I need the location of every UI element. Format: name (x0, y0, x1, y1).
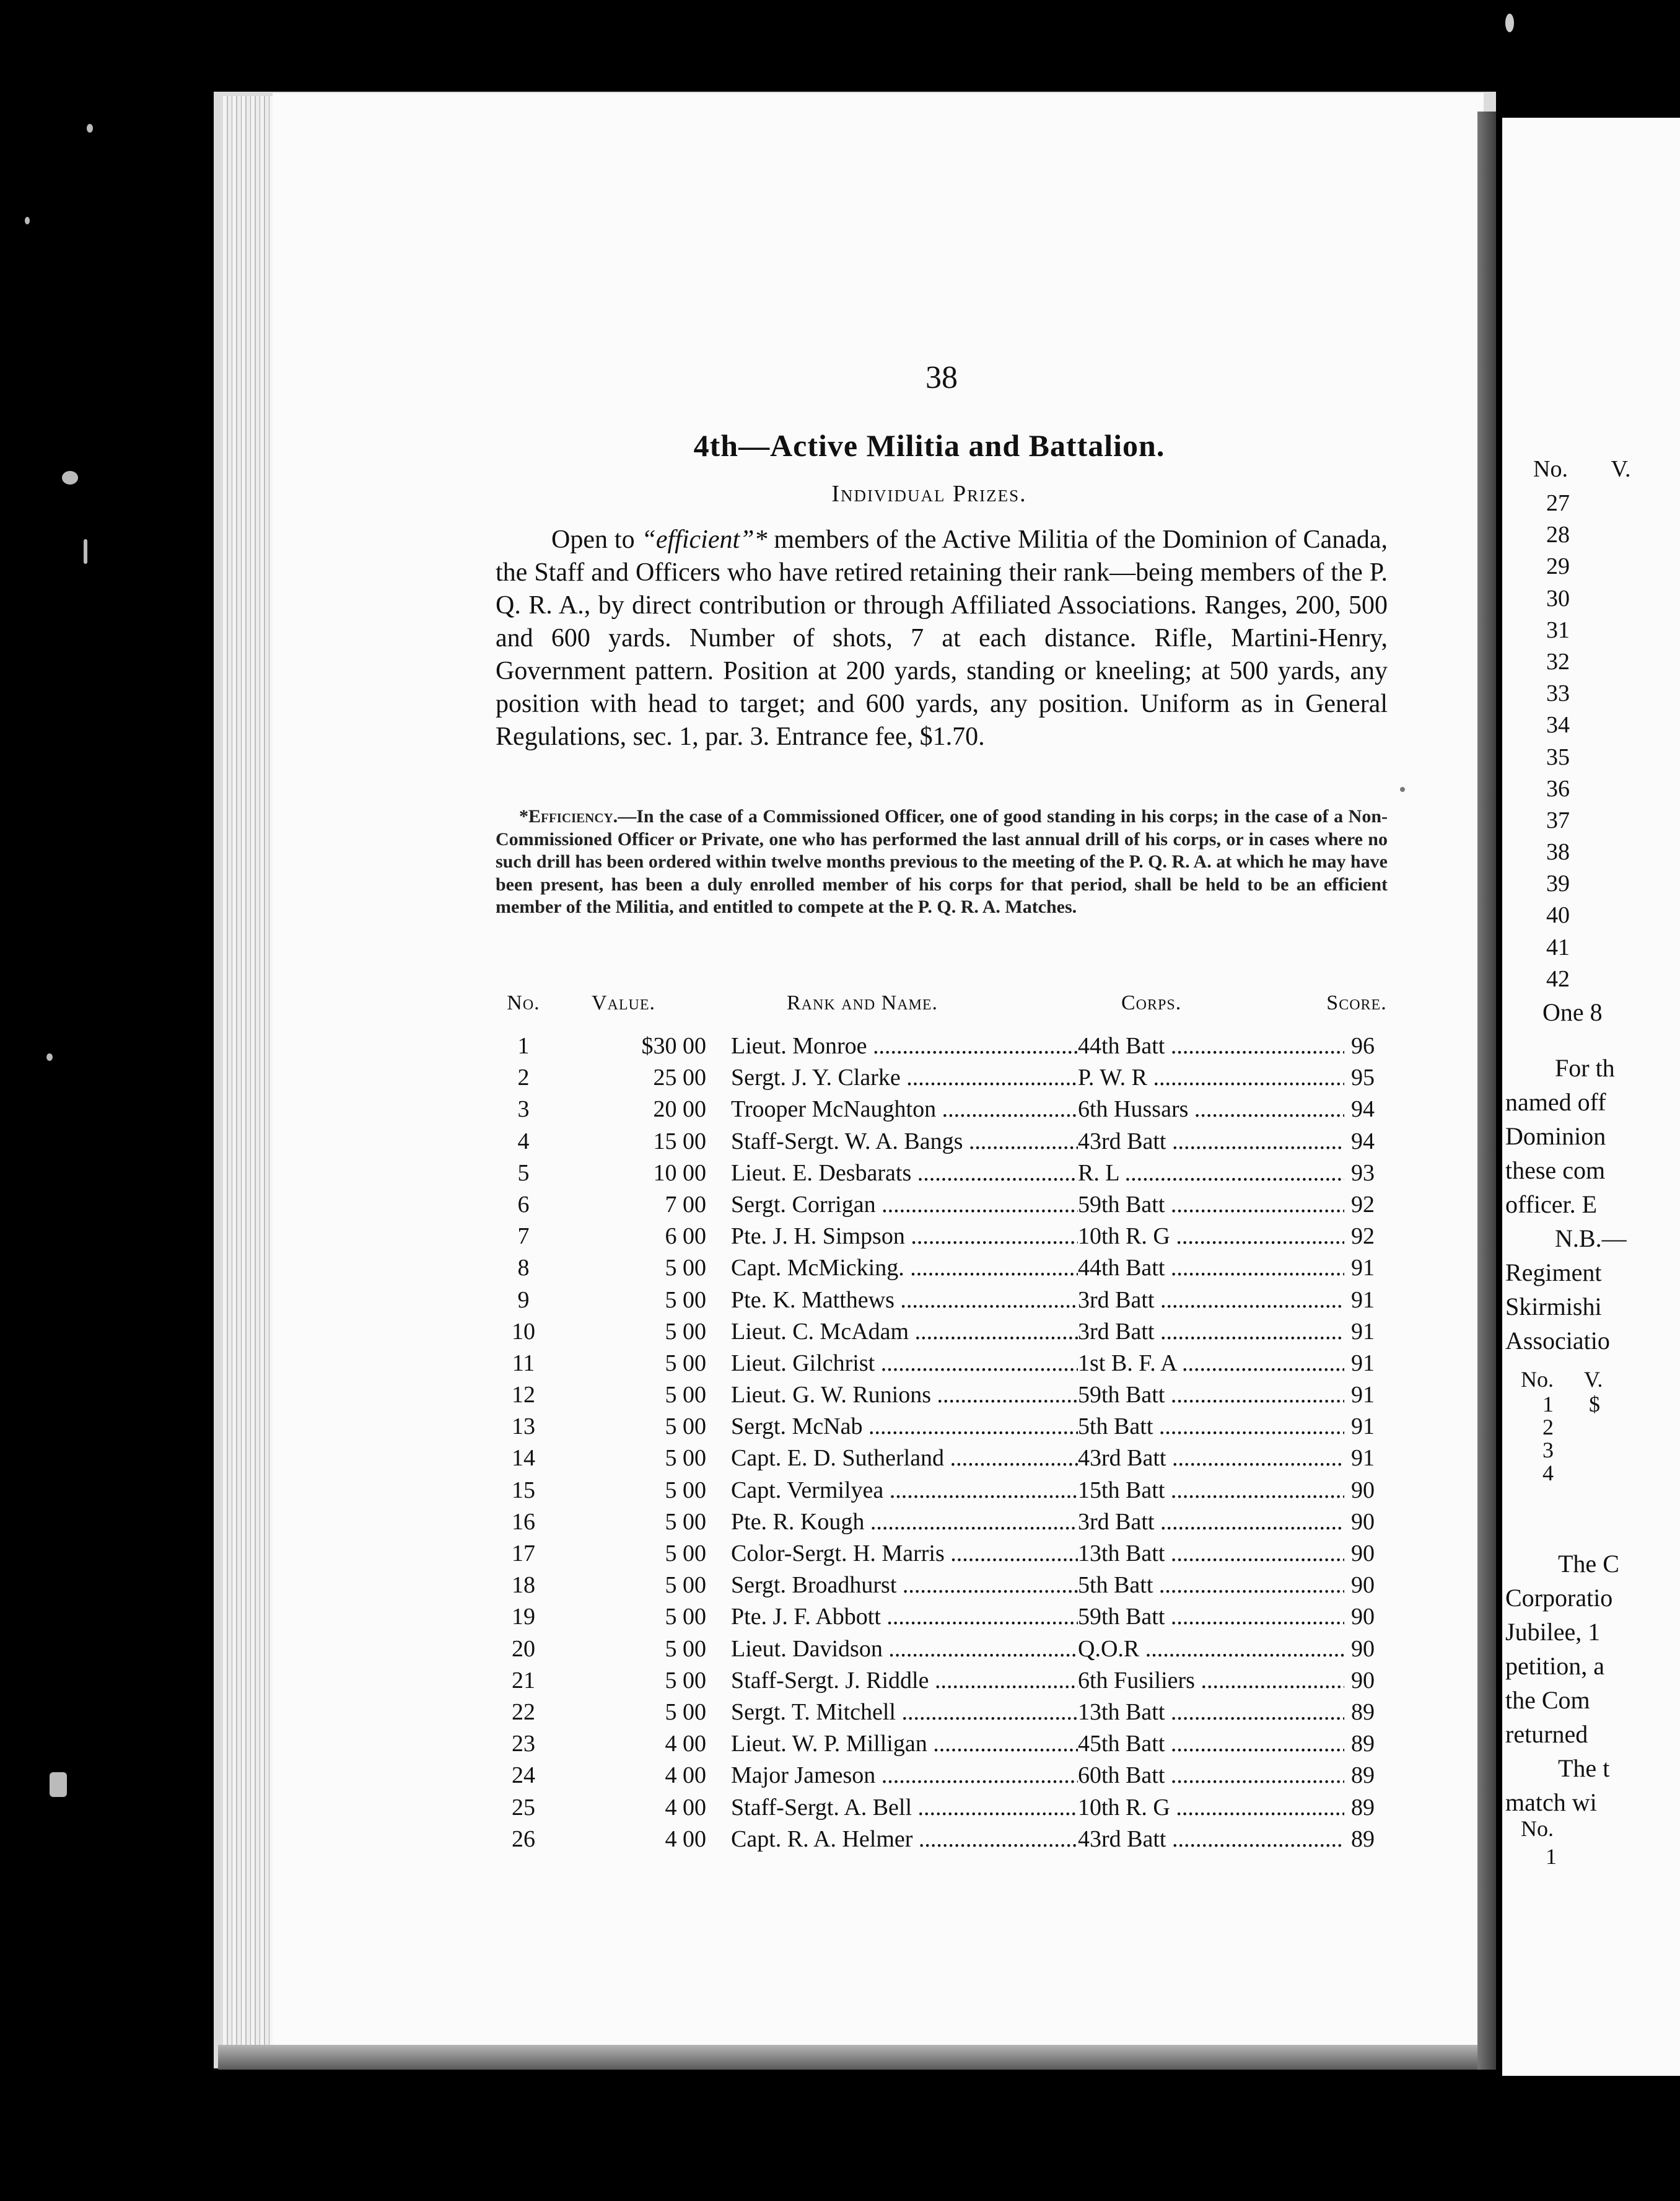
cell-value: 5 00 (665, 1286, 706, 1313)
table-row (489, 1032, 1394, 1064)
cell-rank-and-name: Major Jameson ..... (731, 1762, 1078, 1789)
cell-score: 91 (1351, 1413, 1375, 1440)
facing-list-item (1527, 838, 1680, 870)
facing-text-line: officer. E (1505, 1190, 1598, 1218)
cell-rank-and-name: Lieut. G. W. Runions ..... (731, 1381, 1078, 1408)
facing-list-item (1527, 934, 1680, 965)
cell-corps: 15th Batt ..... (1078, 1477, 1344, 1504)
cell-no: 5 (517, 1159, 530, 1186)
table-row (489, 1096, 1394, 1127)
cell-corps: P. W. R ..... (1078, 1064, 1344, 1091)
table-row (489, 1191, 1394, 1223)
cell-score: 90 (1351, 1508, 1375, 1535)
cell-rank-and-name: Capt. McMicking. ..... (731, 1254, 1078, 1281)
table-row (489, 1635, 1394, 1667)
scan-speck (25, 217, 30, 224)
cell-value: 5 00 (665, 1698, 706, 1725)
table-row (489, 1064, 1394, 1096)
cell-no: 11 (512, 1350, 535, 1376)
cell-corps: R. L ..... (1078, 1159, 1344, 1187)
cell-value: 25 00 (653, 1065, 706, 1091)
cell-corps: 3rd Batt ..... (1078, 1508, 1344, 1535)
cell-value: 5 00 (665, 1445, 706, 1472)
cell-score: 91 (1351, 1255, 1375, 1281)
table-row (489, 1667, 1394, 1698)
cell-value: 7 00 (665, 1191, 706, 1218)
cell-score: 90 (1351, 1604, 1375, 1630)
facing-bottom-number: 1 (1546, 1844, 1557, 1869)
cell-value: 5 00 (665, 1382, 706, 1408)
table-row (489, 1350, 1394, 1381)
cell-value: 15 00 (653, 1128, 706, 1154)
header-score: Score. (1326, 991, 1387, 1014)
facing-list-item (1527, 902, 1680, 933)
cell-corps: 5th Batt ..... (1078, 1413, 1344, 1440)
cell-value: 4 00 (665, 1731, 706, 1757)
cell-value: 10 00 (653, 1159, 706, 1186)
facing-text-line: match wi (1505, 1788, 1597, 1816)
cell-score: 92 (1351, 1191, 1375, 1218)
cell-rank-and-name: Lieut. C. McAdam ..... (731, 1318, 1078, 1345)
cell-value: 5 00 (665, 1508, 706, 1535)
cell-no: 17 (512, 1540, 535, 1566)
cell-corps: 59th Batt ..... (1078, 1381, 1344, 1408)
table-row (489, 1540, 1394, 1571)
cell-score: 89 (1351, 1825, 1375, 1852)
facing-text-line: Regiment (1505, 1259, 1602, 1286)
cell-no: 25 (512, 1794, 535, 1821)
cell-score: 90 (1351, 1635, 1375, 1662)
scan-speck (62, 471, 78, 485)
table-body (489, 1032, 1394, 1857)
table-header-row (489, 991, 1394, 1032)
cell-corps: 43rd Batt ..... (1078, 1825, 1344, 1853)
facing-small-header (1521, 1366, 1603, 1392)
footnote-label: *Efficiency. (519, 806, 618, 827)
cell-value: 4 00 (665, 1794, 706, 1821)
cell-rank-and-name: Trooper McNaughton ..... (731, 1096, 1078, 1123)
cell-score: 91 (1351, 1382, 1375, 1408)
facing-list-number: 28 (1546, 522, 1570, 548)
cell-corps: 5th Batt ..... (1078, 1571, 1344, 1599)
cell-corps: 6th Fusiliers ..... (1078, 1667, 1344, 1694)
table-row (489, 1254, 1394, 1286)
cell-rank-and-name: Sergt. Broadhurst ..... (731, 1571, 1078, 1599)
cell-corps: 44th Batt ..... (1078, 1254, 1344, 1281)
facing-text-line: named off (1505, 1088, 1606, 1116)
facing-text-line: Associatio (1505, 1327, 1610, 1355)
cell-no: 20 (512, 1635, 535, 1662)
scan-speck (46, 1053, 53, 1061)
facing-text-line: Dominion (1505, 1122, 1606, 1150)
cell-rank-and-name: Capt. E. D. Sutherland ..... (731, 1444, 1078, 1472)
paragraph-rest: members of the Active Militia of the Dominion of Canada, the Staff and Officers who have retired retaining their rank—being members of the P. Q. R. A., by direct contribution or through Affiliated Associations. Ranges, 200, 500 and 600 yards. Number of shots, 7 at each distance. Rifle, Martini-Henry, Government pattern. Position at 200 yards, standing or kneeling; at 500 yards, any position with head to target; and 600 yards, any position. Uniform as in General Regulations, sec. 1, par. 3. Entrance fee, $1.70. (496, 525, 1388, 751)
facing-text-line: Corporatio (1505, 1584, 1613, 1612)
facing-text-line: returned (1505, 1720, 1588, 1748)
cell-no: 19 (512, 1604, 535, 1630)
efficiency-footnote (496, 806, 1388, 919)
paragraph-lead: Open to (551, 525, 642, 554)
facing-list-item (1527, 521, 1680, 553)
table-row (489, 1223, 1394, 1254)
cell-rank-and-name: Lieut. E. Desbarats ..... (731, 1159, 1078, 1187)
cell-no: 2 (517, 1065, 530, 1091)
cell-value: 5 00 (665, 1413, 706, 1440)
cell-score: 94 (1351, 1128, 1375, 1154)
cell-score: 90 (1351, 1572, 1375, 1599)
facing-text-line: petition, a (1505, 1652, 1604, 1680)
cell-value: 5 00 (665, 1667, 706, 1694)
facing-list-item (1527, 744, 1680, 775)
cell-rank-and-name: Pte. J. F. Abbott ..... (731, 1603, 1078, 1630)
table-row (489, 1444, 1394, 1476)
table-row (489, 1477, 1394, 1508)
facing-small-number: 2 (1542, 1415, 1554, 1439)
facing-small-value-header: V. (1584, 1367, 1603, 1392)
header-no: No. (507, 991, 540, 1014)
scan-speck (50, 1772, 67, 1797)
cell-no: 6 (517, 1191, 530, 1218)
table-row (489, 1128, 1394, 1159)
cell-value: 20 00 (653, 1096, 706, 1123)
cell-no: 13 (512, 1413, 535, 1440)
cell-value: 5 00 (665, 1540, 706, 1566)
facing-list-item (1527, 807, 1680, 838)
facing-small-no-header: No. (1521, 1367, 1554, 1392)
cell-corps: 45th Batt ..... (1078, 1730, 1344, 1757)
facing-list-number: 32 (1546, 648, 1570, 675)
cell-score: 91 (1351, 1350, 1375, 1376)
page-bottom-shadow (218, 2045, 1494, 2070)
cell-rank-and-name: Capt. Vermilyea ..... (731, 1477, 1078, 1504)
table-row (489, 1571, 1394, 1603)
cell-corps: 59th Batt ..... (1078, 1603, 1344, 1630)
cell-rank-and-name: Lieut. W. P. Milligan ..... (731, 1730, 1078, 1757)
cell-rank-and-name: Staff-Sergt. J. Riddle ..... (731, 1667, 1078, 1694)
facing-list-item (1527, 711, 1680, 743)
cell-corps: 13th Batt ..... (1078, 1540, 1344, 1567)
facing-page-header (1533, 455, 1680, 483)
facing-list-number: 34 (1546, 712, 1570, 739)
table-row (489, 1318, 1394, 1350)
cell-rank-and-name: Lieut. Gilchrist ..... (731, 1350, 1078, 1377)
facing-text-line: Jubilee, 1 (1505, 1618, 1601, 1646)
table-row (489, 1159, 1394, 1191)
facing-text-line: The t (1558, 1754, 1610, 1782)
cell-corps: 1st B. F. A ..... (1078, 1350, 1344, 1377)
cell-score: 90 (1351, 1477, 1375, 1503)
facing-list-item (1527, 585, 1680, 617)
table-row (489, 1508, 1394, 1540)
facing-text-line: Skirmishi (1505, 1293, 1602, 1320)
book-gutter (1477, 112, 1496, 2070)
cell-score: 89 (1351, 1731, 1375, 1757)
facing-list-number: 36 (1546, 775, 1570, 802)
cell-no: 24 (512, 1762, 535, 1789)
cell-no: 21 (512, 1667, 535, 1694)
cell-corps: 59th Batt ..... (1078, 1191, 1344, 1218)
cell-no: 22 (512, 1698, 535, 1725)
cell-score: 92 (1351, 1223, 1375, 1250)
cell-value: 5 00 (665, 1477, 706, 1503)
facing-list-item (1527, 648, 1680, 680)
facing-text-line: For th (1555, 1054, 1615, 1082)
facing-list-number: 31 (1546, 617, 1570, 643)
cell-rank-and-name: Staff-Sergt. A. Bell ..... (731, 1794, 1078, 1821)
prize-table (489, 991, 1394, 1857)
cell-no: 12 (512, 1382, 535, 1408)
facing-list-item (1527, 617, 1680, 648)
cell-corps: 44th Batt ..... (1078, 1032, 1344, 1060)
cell-value: 5 00 (665, 1255, 706, 1281)
cell-rank-and-name: Pte. R. Kough ..... (731, 1508, 1078, 1535)
facing-list-number: 41 (1546, 934, 1570, 960)
cell-score: 91 (1351, 1445, 1375, 1472)
header-corps: Corps. (1121, 991, 1182, 1014)
facing-list-item (1527, 775, 1680, 807)
cell-no: 9 (517, 1286, 530, 1313)
section-title: 4th—Active Militia and Battalion. (693, 428, 1165, 463)
cell-no: 18 (512, 1572, 535, 1599)
facing-number-list (1527, 490, 1680, 997)
cell-corps: 43rd Batt ..... (1078, 1128, 1344, 1155)
cell-corps: 10th R. G ..... (1078, 1223, 1344, 1250)
cell-no: 26 (512, 1825, 535, 1852)
footnote-text: —In the case of a Commissioned Officer, one of good standing in his corps; in the case of a Non-Commissioned Officer or Private, one who has performed the last annual drill of his corps, or in cases where no such drill has been ordered within twelve months previous to the meeting of the P. Q. R. A. at which he may have been present, has been a duly enrolled member of his corps for that period, shall be held to be an efficient member of the Militia, and entitled to compete at the P. Q. R. A. Matches. (496, 806, 1388, 917)
cell-rank-and-name: Sergt. J. Y. Clarke ..... (731, 1064, 1078, 1091)
facing-text-line: The C (1558, 1550, 1619, 1578)
table-row (489, 1794, 1394, 1825)
header-rank-and-name: Rank and Name. (787, 991, 938, 1014)
facing-list-number: 38 (1546, 839, 1570, 866)
cell-rank-and-name: Pte. J. H. Simpson ..... (731, 1223, 1078, 1250)
cell-no: 23 (512, 1731, 535, 1757)
facing-list-item (1527, 870, 1680, 902)
cell-no: 14 (512, 1445, 535, 1472)
cell-score: 90 (1351, 1540, 1375, 1566)
cell-value: 5 00 (665, 1318, 706, 1345)
cell-no: 16 (512, 1508, 535, 1535)
cell-rank-and-name: Pte. K. Matthews ..... (731, 1286, 1078, 1314)
cell-corps: 60th Batt ..... (1078, 1762, 1344, 1789)
paragraph-efficient: “efficient”* (641, 525, 768, 554)
table-row (489, 1730, 1394, 1762)
section-subtitle: Individual Prizes. (831, 481, 1027, 507)
facing-value-header: V. (1611, 456, 1631, 482)
cell-score: 94 (1351, 1096, 1375, 1123)
cell-score: 95 (1351, 1065, 1375, 1091)
cell-score: 93 (1351, 1159, 1375, 1186)
cell-score: 89 (1351, 1762, 1375, 1789)
cell-rank-and-name: Lieut. Monroe ..... (731, 1032, 1078, 1060)
facing-one-line: One 8 (1542, 998, 1603, 1026)
cell-corps: Q.O.R ..... (1078, 1635, 1344, 1663)
cell-rank-and-name: Staff-Sergt. W. A. Bangs ..... (731, 1128, 1078, 1155)
cell-score: 89 (1351, 1794, 1375, 1821)
facing-list-item (1527, 965, 1680, 997)
facing-text-line: the Com (1505, 1686, 1590, 1714)
facing-list-number: 40 (1546, 902, 1570, 929)
cell-rank-and-name: Color-Sergt. H. Marris ..... (731, 1540, 1078, 1567)
facing-no-header: No. (1533, 456, 1568, 482)
cell-value: 5 00 (665, 1350, 706, 1376)
cell-value: 4 00 (665, 1825, 706, 1852)
scan-speck (1505, 14, 1514, 32)
facing-text-line: these com (1505, 1156, 1606, 1184)
facing-list-item (1527, 490, 1680, 521)
cell-no: 1 (517, 1033, 530, 1059)
cell-no: 7 (517, 1223, 530, 1250)
scan-speck (84, 539, 87, 564)
rules-paragraph (496, 524, 1388, 753)
cell-rank-and-name: Sergt. Corrigan ..... (731, 1191, 1078, 1218)
facing-page (1502, 118, 1680, 2076)
facing-list-item (1527, 553, 1680, 584)
facing-bottom-header: No. (1521, 1816, 1554, 1841)
cell-corps: 6th Hussars ..... (1078, 1096, 1344, 1123)
facing-list-number: 39 (1546, 871, 1570, 897)
facing-list-number: 30 (1546, 585, 1570, 612)
cell-score: 91 (1351, 1318, 1375, 1345)
cell-rank-and-name: Sergt. T. Mitchell ..... (731, 1698, 1078, 1726)
cell-corps: 43rd Batt ..... (1078, 1444, 1344, 1472)
cell-value: 6 00 (665, 1223, 706, 1250)
cell-corps: 3rd Batt ..... (1078, 1286, 1344, 1314)
facing-small-number: 1 (1542, 1392, 1554, 1417)
cell-rank-and-name: Lieut. Davidson ..... (731, 1635, 1078, 1663)
table-row (489, 1603, 1394, 1635)
cell-rank-and-name: Capt. R. A. Helmer ..... (731, 1825, 1078, 1853)
facing-list-number: 37 (1546, 807, 1570, 833)
cell-no: 3 (517, 1096, 530, 1123)
facing-text-line: N.B.— (1555, 1224, 1627, 1252)
cell-value: 5 00 (665, 1604, 706, 1630)
facing-list-item (1527, 680, 1680, 711)
facing-small-value: $ (1589, 1392, 1600, 1417)
table-row (489, 1825, 1394, 1857)
cell-value: 4 00 (665, 1762, 706, 1789)
cell-value: 5 00 (665, 1635, 706, 1662)
facing-list-number: 33 (1546, 680, 1570, 707)
scan-speck (1400, 787, 1405, 792)
facing-list-number: 29 (1546, 553, 1570, 580)
cell-rank-and-name: Sergt. McNab ..... (731, 1413, 1078, 1440)
cell-value: 5 00 (665, 1572, 706, 1599)
table-row (489, 1698, 1394, 1730)
table-row (489, 1286, 1394, 1318)
cell-no: 4 (517, 1128, 530, 1154)
cell-value: $30 00 (641, 1033, 706, 1059)
facing-list-number: 27 (1546, 490, 1570, 516)
cell-corps: 10th R. G ..... (1078, 1794, 1344, 1821)
facing-small-number: 3 (1542, 1438, 1554, 1462)
cell-corps: 3rd Batt ..... (1078, 1318, 1344, 1345)
table-row (489, 1762, 1394, 1793)
header-value: Value. (592, 991, 656, 1014)
cell-no: 10 (512, 1318, 535, 1345)
scan-speck (87, 124, 93, 133)
facing-list-number: 42 (1546, 965, 1570, 992)
cell-no: 15 (512, 1477, 535, 1503)
cell-score: 89 (1351, 1698, 1375, 1725)
cell-score: 91 (1351, 1286, 1375, 1313)
table-row (489, 1381, 1394, 1413)
cell-corps: 13th Batt ..... (1078, 1698, 1344, 1726)
page-number: 38 (925, 360, 958, 395)
cell-score: 90 (1351, 1667, 1375, 1694)
cell-no: 8 (517, 1255, 530, 1281)
facing-list-number: 35 (1546, 744, 1570, 770)
table-row (489, 1413, 1394, 1444)
facing-small-number: 4 (1542, 1461, 1554, 1485)
cell-score: 96 (1351, 1033, 1375, 1059)
